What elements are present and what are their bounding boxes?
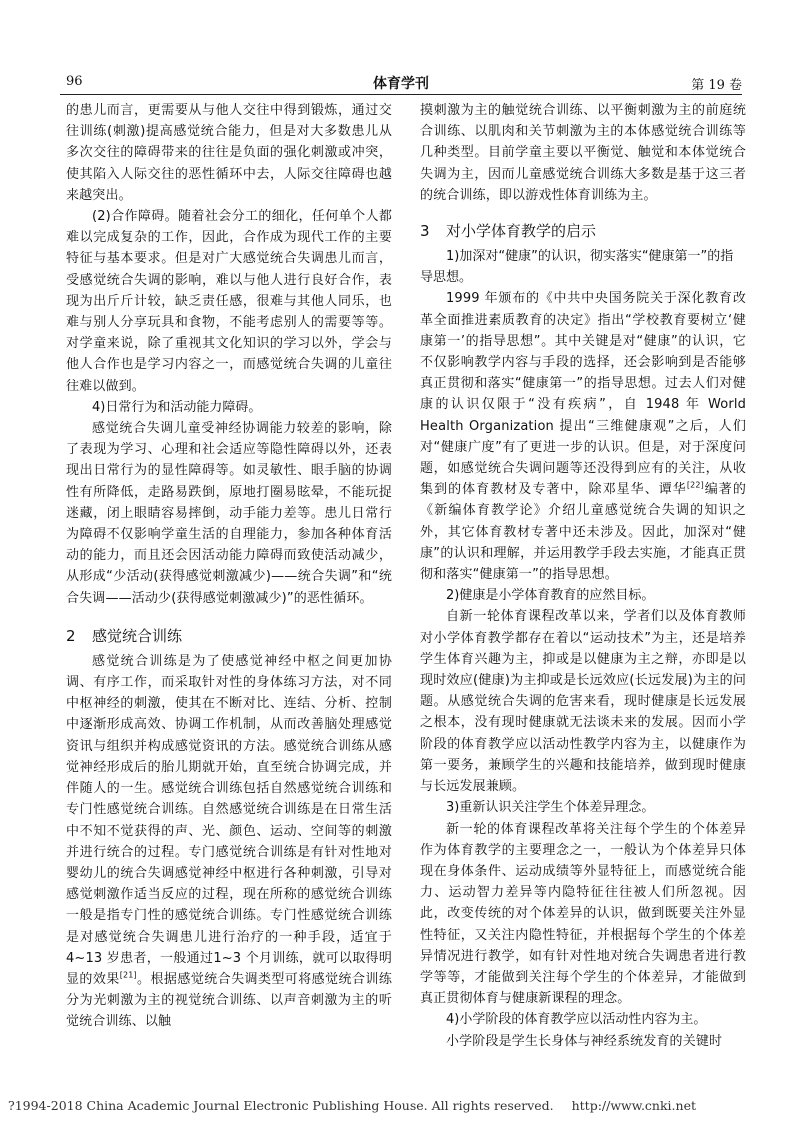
section-number: 3: [420, 222, 430, 241]
section-title: 对小学体育教学的启示: [446, 222, 597, 241]
subheading-activity-content: 4)小学阶段的体育教学应以活动性内容为主。: [446, 1012, 707, 1028]
paragraph-health-first: 1999 年颁布的《中共中央国务院关于深化教育改革全面推进素质教育的决定》指出“学校教育要树立‘健康第一’的指导思想”。其中关键是对“健康”的认识，它不仅影响教学内容与手段的选择，还会影响到是否能够真正贯彻和落实“健康第一”的指导思想。过去人们对健康的认识仅限于“没有疾病”，自 1948 年 World Health Organization 提出“三维健康观”之后，人们对“健康广度”有了更进一步的认识。但是，对于深度问题，如感觉统合失调问题等还没得到应有的关注，从收集到的体育教材及专著中，除邓星华、谭华[22]编著的《新编体育教学论》介绍儿童感觉统合失调的知识之外，其它体育教材专著中还未涉及。因此，加深对“健康”的认识和理解，并运用教学手段去实施，才能真正贯彻和落实“健康第一”的指导思想。: [420, 291, 746, 583]
paragraph-activity-content: 小学阶段是学生长身体与神经系统发育的关键时: [446, 1033, 723, 1049]
subheading-health-goal: 2)健康是小学体育教育的应然目标。: [446, 588, 655, 604]
right-column: [420, 100, 746, 1052]
paragraph-cooperation-disorder: (2)合作障碍。随着社会分工的细化，任何单个人都难以完成复杂的工作，因此，合作成为现代工作的主要特征与基本要求。但是对广大感觉统合失调患儿而言，受感觉统合失调的影响，难以与他人进行良好合作，表现为出斤斤计较，缺乏责任感，很难与其他人同乐，也难与别人分享玩具和食物，不能考虑别人的需要等等。对学童来说，除了重视其文化知识的学习以外，学会与他人合作也是学习内容之一，而感觉统合失调的儿童往往难以做到。: [66, 209, 392, 394]
subheading-health-first: 1)加深对“健康”的认识，彻实落实“健康第一”的指导思想。: [420, 249, 734, 286]
running-header: [60, 72, 742, 95]
journal-title: 体育学刊: [373, 76, 429, 92]
volume-label: 第 19 卷: [691, 78, 742, 93]
subheading-individual-difference: 3)重新认识关注学生个体差异理念。: [446, 800, 655, 816]
section-heading-2: [66, 625, 392, 647]
paragraph-daily-behavior: 感觉统合失调儿童受神经协调能力较差的影响，除了表现为学习、心理和社会适应等隐性障碍以外，还表现出日常行为的显性障碍等。如灵敏性、眼手脑的协调性有所降低，走路易跌倒，原地打圈易眩晕，不能玩捉迷藏，闭上眼睛容易摔倒，动手能力差等。患儿日常行为障碍不仅影响学童生活的自理能力，参加各种体育活动的能力，而且还会因活动能力障碍而致使活动减少，从形成“少活动(获得感觉刺激减少)——统合失调”和“统合失调——活动少(获得感觉刺激减少)”的恶性循环。: [66, 421, 392, 606]
footer-url[interactable]: http://www.cnki.net: [571, 1098, 696, 1113]
citation-22[interactable]: [22]: [686, 480, 704, 490]
left-column: [66, 100, 392, 1033]
section-number: 2: [66, 626, 76, 645]
paragraph-si-training: 感觉统合训练是为了使感觉神经中枢之间更加协调、有序工作，而采取针对性的身体练习方法，对不同中枢神经的刺激，使其在不断对比、连结、分析、控制中逐渐形成高效、协调工作机制，从而改善脑处理感觉资讯与组织并构成感觉资讯的方法。感觉统合训练从感觉神经形成后的胎儿期就开始，直至统合协调完成，并伴随人的一生。感觉统合训练包括自然感觉统合训练和专门性感觉统合训练。自然感觉统合训练是在日常生活中不知不觉获得的声、光、颜色、运动、空间等的刺激并进行统合的过程。专门感觉统合训练是有针对性地对婴幼儿的统合失调感觉神经中枢进行各种刺激，引导对感觉刺激作适当反应的过程，现在所称的感觉统合训练一般是指专门性的感觉统合训练。专门性感觉统合训练是对感觉统合失调患儿进行治疗的一种手段，适宜于 4~13 岁患者，一般通过1~3 个月训练，就可以取得明显的效果[21]。根据感觉统合失调类型可将感觉统合训练分为光刺激为主的视觉统合训练、以声音刺激为主的听觉统合训练、以触: [66, 653, 392, 1030]
section-title: 感觉统合训练: [92, 626, 183, 645]
paragraph-social-interaction-cont: 的患儿而言，更需要从与他人交往中得到锻炼，通过交往训练(刺激)提高感觉统合能力，但是对大多数患儿从多次交往的障碍带来的往往是负面的强化刺激或冲突，使其陷入人际交往的恶性循环中去，人际交往障碍也越来越突出。: [66, 103, 392, 203]
copyright-text: ?1994-2018 China Academic Journal Electronic Publishing House. All rights reserved.: [8, 1098, 554, 1113]
page-number: 96: [66, 74, 83, 89]
section-heading-3: [420, 220, 746, 242]
paragraph-individual-difference: 新一轮的体育课程改革将关注每个学生的个体差异作为体育教学的主要理念之一，一般认为个体差异只体现在身体条件、运动成绩等外显特征上，而感觉统合能力、运动智力差异等内隐特征往往被人们所忽视。因此，改变传统的对个体差异的认识，做到既要关注外显性特征，又关注内隐性特征，并根据每个学生的个体差异情况进行教学，如有针对性地对统合失调患者进行教学等等，才能做到关注每个学生的个体差异，才能做到真正贯彻体育与健康新课程的理念。: [420, 821, 746, 1007]
copyright-footer: [8, 1098, 792, 1113]
paragraph-health-goal: 自新一轮体育课程改革以来，学者们以及体育教师对小学体育教学都存在着以“运动技术”为主，还是培养学生体育兴趣为主，抑或是以健康为主之辩，亦即是以现时效应(健康)为主抑或是长远效应(长远发展)为主的问题。从感觉统合失调的危害来看，现时健康是长远发展之根本，没有现时健康就无法谈未来的发展。因而小学阶段的体育教学应以活动性教学内容为主，以健康作为第一要务，兼顾学生的兴趣和技能培养，做到现时健康与长远发展兼顾。: [420, 609, 746, 795]
subheading-daily-behavior: 4)日常行为和活动能力障碍。: [92, 399, 262, 415]
paragraph-training-types-cont: 摸刺激为主的触觉统合训练、以平衡刺激为主的前庭统合训练、以肌肉和关节刺激为主的本体感觉统合训练等几种类型。目前学童主要以平衡觉、触觉和本体觉统合失调为主，因而儿童感觉统合训练大多数是基于这三者的统合训练，即以游戏性体育训练为主。: [420, 103, 746, 203]
citation-21[interactable]: [21]: [119, 970, 137, 980]
